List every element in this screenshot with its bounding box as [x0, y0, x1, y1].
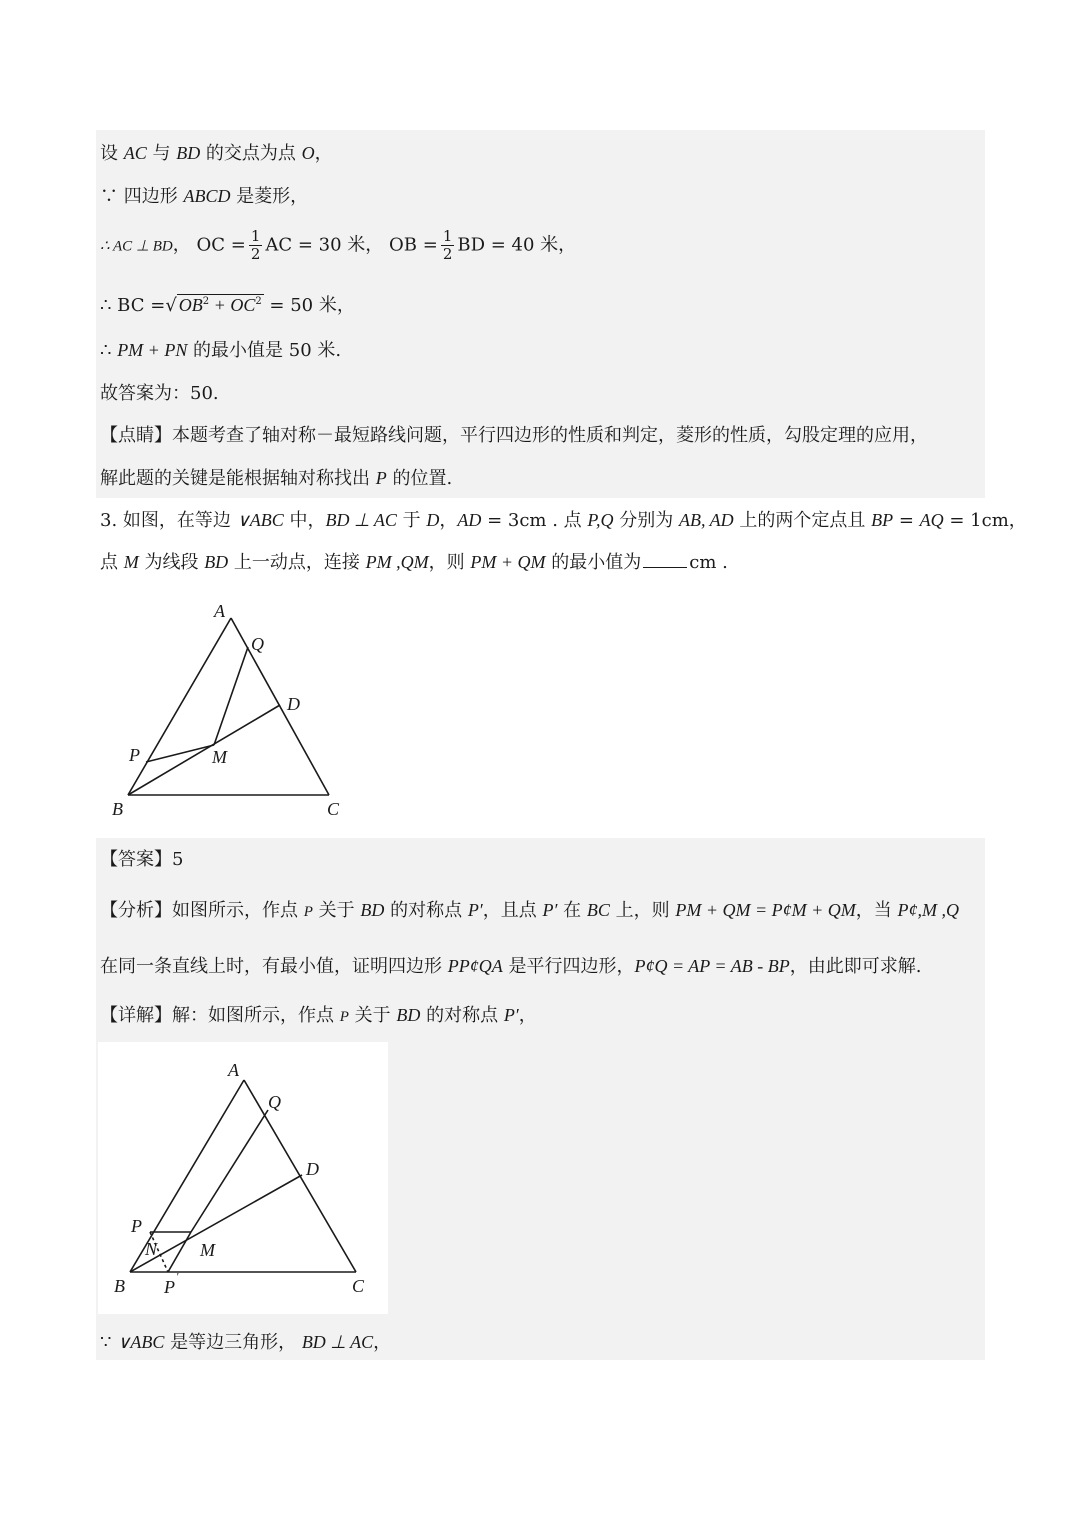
label-Q: Q	[268, 1092, 281, 1112]
label-B: B	[114, 1276, 125, 1296]
segment-QM	[191, 1110, 268, 1232]
fraction-half-1: $\frac{1}{2}$	[250, 227, 261, 263]
label-P: P	[129, 745, 140, 765]
problem-line-2: 点 M 为线段 BD 上一动点，连接 PM ,QM，则 PM + QM 的最小值为 cm .	[100, 552, 728, 573]
label-P-prime: P	[164, 1277, 175, 1297]
segment-BD	[128, 705, 280, 795]
figure-2-triangle	[98, 1042, 388, 1314]
solution-line-8: 解此题的关键是能根据轴对称找出 P 的位置.	[100, 468, 453, 489]
solution-line-4: ∴ BC =√ $OB^2 + OC^2 = 50$ 米，	[100, 295, 355, 316]
label-M: M	[212, 747, 227, 767]
answer-line-4: 【详解】解：如图所示，作点 P 关于 BD 的对称点 P′，	[100, 1005, 537, 1026]
problem-line-1: 3. 如图，在等边 ∨ABC 中，BD ⊥ AC 于 D，AD = 3cm . 点 P,Q 分别为 AB, AD 上的两个定点且 BP = AQ = 1cm，	[100, 510, 1027, 531]
segment-AB	[128, 618, 231, 795]
segment-QM	[214, 647, 248, 745]
label-D: D	[306, 1159, 319, 1179]
solution-line-5: ∴ PM + PN 的最小值是 50 米.	[100, 340, 342, 361]
label-Q: Q	[251, 634, 264, 654]
solution-line-3: ∴ AC ⊥ BD， OC = $\frac{1}{2}$ AC = 30 米， OB = $\frac{1}{2}$ BD = 40 米，	[100, 227, 577, 263]
solution-line-2: ∵ 四边形 ABCD 是菱形，	[100, 186, 309, 207]
label-D: D	[287, 694, 300, 714]
fraction-half-2: $\frac{1}{2}$	[442, 227, 453, 263]
answer-blank	[643, 551, 687, 568]
label-P: P	[131, 1216, 142, 1236]
label-prime-mark: '	[176, 1271, 179, 1283]
label-A: A	[214, 601, 225, 621]
label-A: A	[228, 1060, 239, 1080]
segment-AC	[231, 618, 329, 795]
sqrt-icon: √	[165, 295, 177, 316]
answer-line-2: 【分析】如图所示，作点 P 关于 BD 的对称点 P′，且点 P′ 在 BC 上，则 PM + QM = P¢M + QM，当 P¢,M ,Q	[100, 900, 959, 921]
label-C: C	[327, 799, 340, 819]
answer-line-1: 【答案】5	[100, 849, 184, 870]
label-B: B	[112, 799, 123, 819]
label-N: N	[145, 1239, 158, 1259]
label-M: M	[200, 1240, 215, 1260]
label-C: C	[352, 1276, 365, 1296]
sqrt-radicand: $OB^2 + OC^2$	[178, 295, 262, 315]
answer-line-5: ∵ ∨ABC 是等边三角形， BD ⊥ AC，	[100, 1332, 392, 1353]
solution-line-1: 设 AC 与 BD 的交点为点 O，	[100, 143, 333, 164]
figure-1-triangle	[100, 595, 360, 825]
solution-line-6: 故答案为：50.	[100, 383, 219, 404]
solution-line-7: 【点睛】本题考查了轴对称－最短路线问题，平行四边形的性质和判定，菱形的性质，勾股定理的应用，	[100, 425, 928, 446]
answer-line-3: 在同一条直线上时，有最小值，证明四边形 PP¢QA 是平行四边形，P¢Q = AP = AB - BP，由此即可求解.	[100, 956, 922, 977]
segment-P-prime-M	[168, 1232, 191, 1272]
